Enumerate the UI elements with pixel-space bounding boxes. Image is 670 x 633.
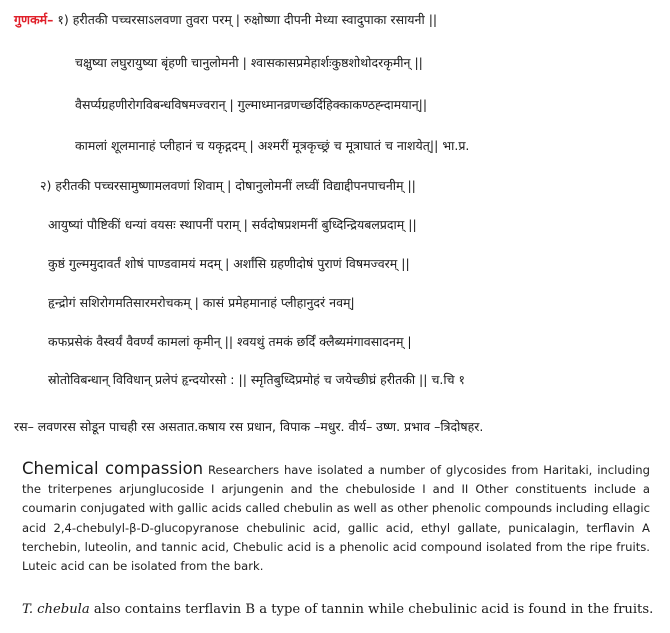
verse-line-8: हृन्द्रोगं सशिरोगमतिसारमरोचकम् | कासं प्रमेहमानाहं प्लीहानुदरं नवम्|	[48, 295, 355, 310]
chemical-title: Chemical compassion	[22, 459, 204, 478]
final-text: also contains terflavin B a type of tannin while chebulinic acid is found in the fruits.	[89, 602, 654, 617]
final-sentence	[22, 602, 653, 617]
gunakarma-heading: गुणकर्म–	[14, 12, 54, 27]
chemical-body: Researchers have isolated a number of glycosides from Haritaki, including the triterpenes arjunglucoside I arjungenin and the chebuloside I and II Other constituents include a coumarin conjugated with gallic acids called chebulin as well as other phenolic compounds including ellagic acid 2,4-chebulyl-β-D-glucopyranose chebulinic acid, gallic acid, ethyl gallate, punicalagin, terflavin A terchebin, luteolin, and tannic acid, Chebulic acid is a phenolic acid compound isolated from the ripe fruits. Luteic acid can be isolated from the bark.	[22, 463, 651, 574]
verse-line-4: कामलां शूलमानाहं प्लीहानं च यकृद्गदम् | अश्मरीं मूत्रकृच्छ्रं च मूत्राघातं च नाशयेत्|| भा.प्र.	[75, 138, 470, 153]
verse-line-6: आयुष्यां पौष्टिकीं धन्यां वयसः स्थापनीं पराम् | सर्वदोषप्रशमनीं बुध्दिन्द्रियबलप्रदाम् ||	[48, 217, 417, 232]
species-name: T. chebula	[22, 602, 90, 617]
verse-line-3: वैसर्प्यग्रहणीरोगविबन्धविषमज्वरान् | गुल्माध्मानव्रणच्छर्दिहिक्काकण्ठह्न्दामयान्||	[75, 97, 428, 112]
verse-line-5: २) हरीतकी पच्चरसामुष्णामलवणां शिवाम् | दोषानुलोमनीं लघ्वीं विद्याद्दीपनपाचनीम् ||	[40, 178, 416, 193]
rasa-line: रस– लवणरस सोडून पाचही रस असतात.कषाय रस प्रधान, विपाक –मधुर. वीर्य– उष्ण. प्रभाव –त्रिदोषहर.	[14, 419, 484, 434]
verse-line-1-text: १) हरीतकी पच्चरसाऽलवणा तुवरा परम् | रुक्षोष्णा दीपनी मेध्या स्वादुपाका रसायनी ||	[53, 12, 438, 27]
verse-line-10: स्रोतोविबन्धान् विविधान् प्रलेपं हृन्दयोरसो : || स्मृतिबुध्दिप्रमोहं च जयेच्छीघ्रं हरीतकी || च.चि १	[48, 372, 466, 387]
verse-line-7: कुष्ठं गुल्ममुदावर्तं शोषं पाण्डवामयं मदम् | अर्शांसि ग्रहणीदोषं पुराणं विषमज्वरम् ||	[48, 256, 410, 271]
chemical-paragraph	[22, 459, 650, 576]
verse-line-1	[14, 12, 437, 28]
verse-line-2: चक्षुष्या लघुरायुष्या बृंहणी चानुलोमनी | श्वासकासप्रमेहार्शःकुष्ठशोथोदरकृमीन् ||	[75, 55, 423, 70]
verse-line-9: कफप्रसेकं वैस्वर्यं वैवर्ण्यं कामलां कृमीन् || श्वयथुं तमकं छर्दिं क्लैब्यमंगावसादनम् |	[48, 334, 412, 349]
